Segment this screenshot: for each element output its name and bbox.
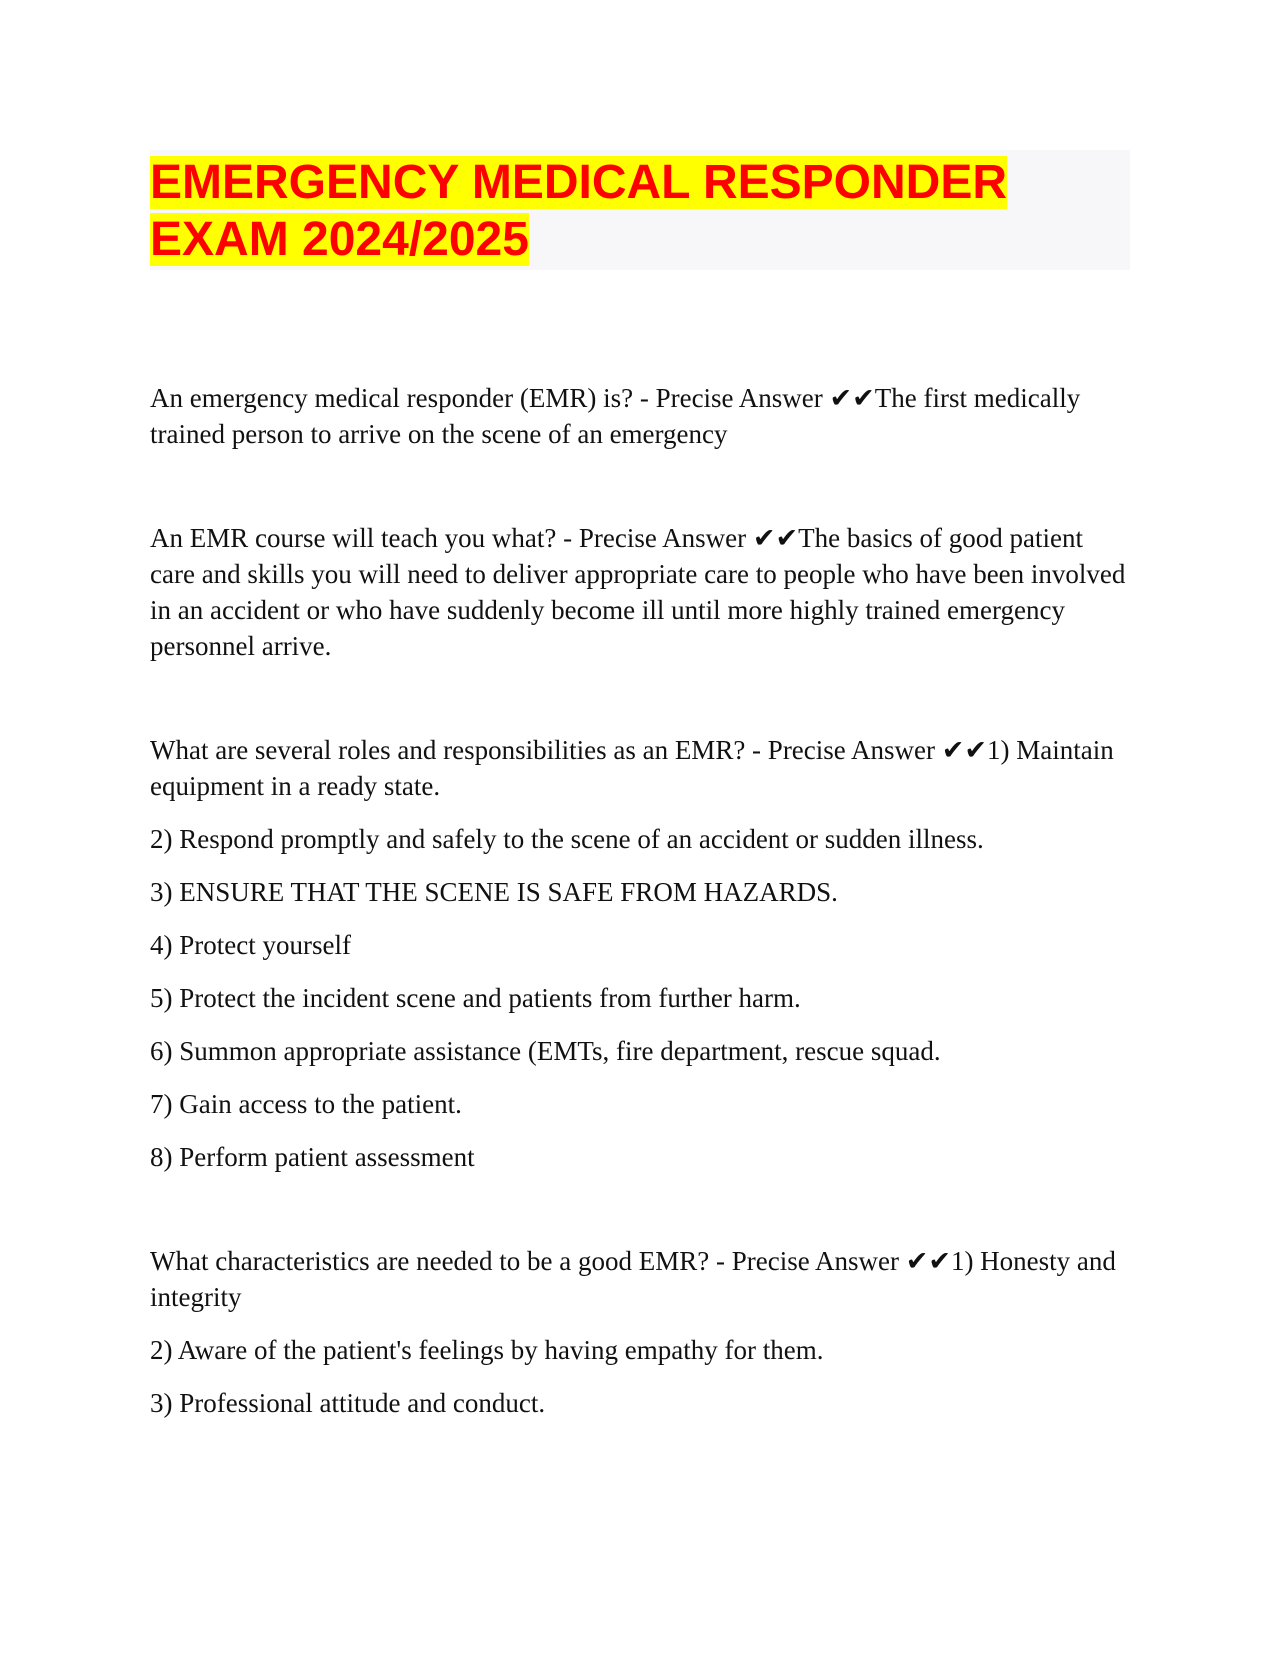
question-block-4 bbox=[150, 1243, 1130, 1421]
answer-list-item: 6) Summon appropriate assistance (EMTs, fire department, rescue squad. bbox=[150, 1036, 941, 1066]
question-text: An emergency medical responder (EMR) is? - Precise Answer ✔✔The first medically trained person to arrive on the scene of an emergency bbox=[150, 383, 1081, 449]
title-line-2: EXAM 2024/2025 bbox=[150, 213, 529, 266]
answer-list-item: 2) Respond promptly and safely to the scene of an accident or sudden illness. bbox=[150, 824, 984, 854]
title-box bbox=[150, 150, 1130, 270]
answer-list-item: 5) Protect the incident scene and patients from further harm. bbox=[150, 983, 801, 1013]
title-line-1: EMERGENCY MEDICAL RESPONDER bbox=[150, 156, 1008, 209]
answer-list-item: 8) Perform patient assessment bbox=[150, 1142, 475, 1172]
answer-list-item: 7) Gain access to the patient. bbox=[150, 1089, 462, 1119]
document-page bbox=[150, 150, 1130, 1421]
question-text: What characteristics are needed to be a good EMR? - Precise Answer ✔✔1) Honesty and integrity bbox=[150, 1246, 1116, 1312]
answer-list-item: 2) Aware of the patient's feelings by having empathy for them. bbox=[150, 1335, 824, 1365]
question-block-2 bbox=[150, 520, 1130, 664]
answer-list-item: 3) ENSURE THAT THE SCENE IS SAFE FROM HAZARDS. bbox=[150, 877, 838, 907]
page-title bbox=[150, 154, 1130, 268]
answer-list-item: 4) Protect yourself bbox=[150, 930, 351, 960]
question-text: What are several roles and responsibilities as an EMR? - Precise Answer ✔✔1) Maintain equipment in a ready state. bbox=[150, 735, 1114, 801]
answer-list-item: 3) Professional attitude and conduct. bbox=[150, 1388, 546, 1418]
question-block-3 bbox=[150, 732, 1130, 1175]
question-text: An EMR course will teach you what? - Precise Answer ✔✔The basics of good patient care and skills you will need to deliver appropriate care to people who have been involved in an accident or who have suddenly become ill until more highly trained emergency personnel arrive. bbox=[150, 523, 1126, 661]
question-block-1 bbox=[150, 380, 1130, 452]
